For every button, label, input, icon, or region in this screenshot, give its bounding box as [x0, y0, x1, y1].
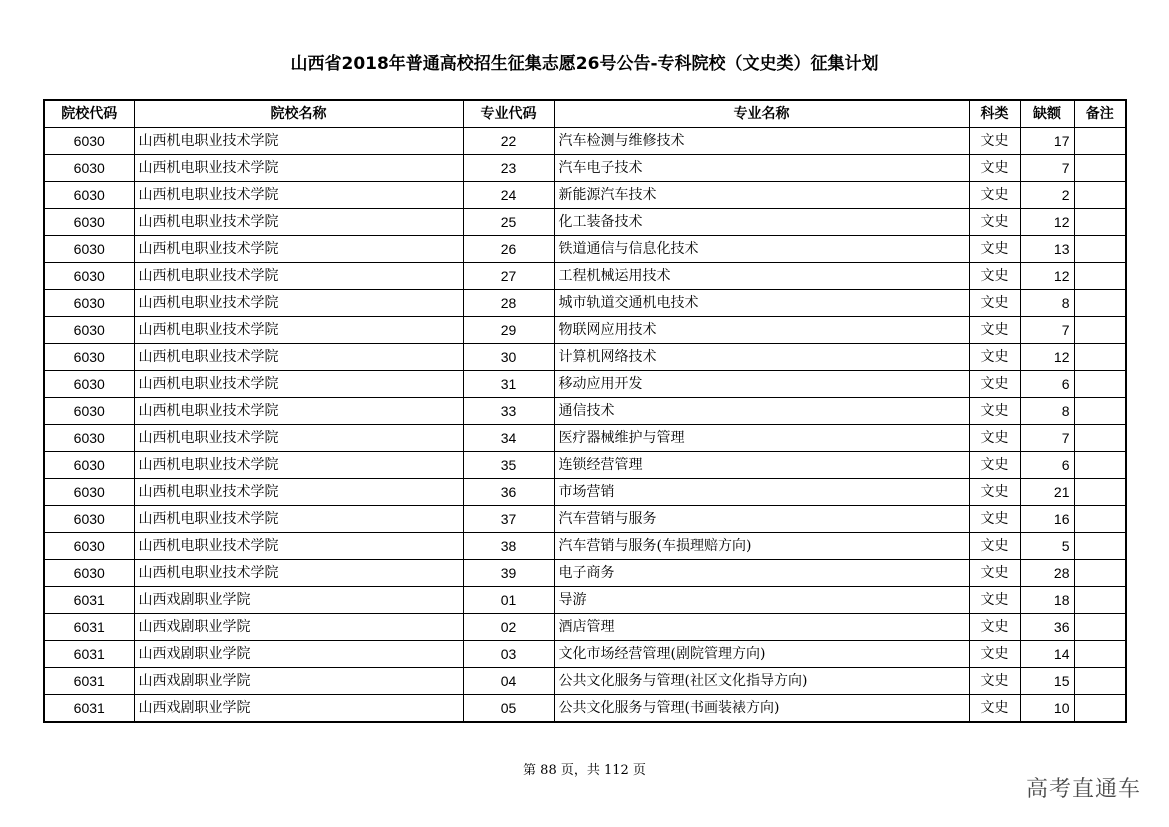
cell-notes: [1074, 371, 1126, 398]
cell-notes: [1074, 452, 1126, 479]
cell-major-code: 05: [463, 695, 554, 723]
cell-school-code: 6031: [44, 587, 134, 614]
cell-category: 文史: [969, 209, 1020, 236]
cell-school-name: 山西机电职业技术学院: [134, 452, 463, 479]
header-category: 科类: [969, 100, 1020, 128]
document-title: 山西省2018年普通高校招生征集志愿26号公告-专科院校（文史类）征集计划: [290, 54, 879, 74]
cell-category: 文史: [969, 668, 1020, 695]
cell-school-name: 山西机电职业技术学院: [134, 533, 463, 560]
cell-vacancies: 12: [1020, 344, 1074, 371]
cell-notes: [1074, 587, 1126, 614]
table-row: [44, 317, 1126, 344]
cell-notes: [1074, 614, 1126, 641]
cell-major-code: 38: [463, 533, 554, 560]
cell-school-code: 6031: [44, 641, 134, 668]
cell-notes: [1074, 263, 1126, 290]
cell-school-name: 山西戏剧职业学院: [134, 614, 463, 641]
cell-notes: [1074, 641, 1126, 668]
cell-major-name: 新能源汽车技术: [554, 182, 969, 209]
cell-school-name: 山西戏剧职业学院: [134, 587, 463, 614]
table-row: [44, 209, 1126, 236]
cell-category: 文史: [969, 425, 1020, 452]
cell-major-name: 汽车电子技术: [554, 155, 969, 182]
cell-school-name: 山西机电职业技术学院: [134, 479, 463, 506]
cell-category: 文史: [969, 398, 1020, 425]
cell-school-name: 山西机电职业技术学院: [134, 317, 463, 344]
cell-category: 文史: [969, 317, 1020, 344]
cell-vacancies: 7: [1020, 425, 1074, 452]
cell-notes: [1074, 236, 1126, 263]
cell-vacancies: 12: [1020, 209, 1074, 236]
cell-major-code: 27: [463, 263, 554, 290]
cell-vacancies: 6: [1020, 452, 1074, 479]
enrollment-plan-table: [43, 99, 1127, 723]
table-row: [44, 290, 1126, 317]
table-row: [44, 641, 1126, 668]
table-row: [44, 479, 1126, 506]
cell-major-name: 化工装备技术: [554, 209, 969, 236]
table-row: [44, 344, 1126, 371]
cell-school-name: 山西机电职业技术学院: [134, 182, 463, 209]
cell-notes: [1074, 209, 1126, 236]
cell-school-name: 山西机电职业技术学院: [134, 371, 463, 398]
cell-major-code: 36: [463, 479, 554, 506]
cell-notes: [1074, 506, 1126, 533]
cell-school-code: 6030: [44, 263, 134, 290]
cell-major-name: 市场营销: [554, 479, 969, 506]
cell-school-name: 山西戏剧职业学院: [134, 668, 463, 695]
cell-major-code: 01: [463, 587, 554, 614]
cell-notes: [1074, 560, 1126, 587]
cell-school-name: 山西机电职业技术学院: [134, 506, 463, 533]
cell-major-code: 22: [463, 128, 554, 155]
header-notes: 备注: [1074, 100, 1126, 128]
table-row: [44, 263, 1126, 290]
cell-category: 文史: [969, 128, 1020, 155]
cell-major-name: 公共文化服务与管理(书画装裱方向): [554, 695, 969, 723]
cell-major-name: 工程机械运用技术: [554, 263, 969, 290]
cell-major-code: 24: [463, 182, 554, 209]
cell-school-code: 6030: [44, 479, 134, 506]
cell-school-name: 山西戏剧职业学院: [134, 695, 463, 723]
cell-notes: [1074, 425, 1126, 452]
cell-vacancies: 6: [1020, 371, 1074, 398]
cell-major-name: 计算机网络技术: [554, 344, 969, 371]
cell-vacancies: 16: [1020, 506, 1074, 533]
cell-category: 文史: [969, 587, 1020, 614]
cell-vacancies: 7: [1020, 317, 1074, 344]
cell-category: 文史: [969, 479, 1020, 506]
cell-school-code: 6030: [44, 128, 134, 155]
cell-school-name: 山西机电职业技术学院: [134, 344, 463, 371]
cell-vacancies: 8: [1020, 290, 1074, 317]
cell-school-name: 山西机电职业技术学院: [134, 263, 463, 290]
cell-school-code: 6031: [44, 695, 134, 723]
cell-major-code: 33: [463, 398, 554, 425]
header-major-code: 专业代码: [463, 100, 554, 128]
table-row: [44, 236, 1126, 263]
cell-school-code: 6031: [44, 668, 134, 695]
cell-category: 文史: [969, 533, 1020, 560]
cell-vacancies: 14: [1020, 641, 1074, 668]
cell-major-name: 通信技术: [554, 398, 969, 425]
cell-notes: [1074, 317, 1126, 344]
cell-vacancies: 2: [1020, 182, 1074, 209]
cell-school-code: 6030: [44, 290, 134, 317]
cell-notes: [1074, 695, 1126, 723]
cell-major-name: 公共文化服务与管理(社区文化指导方向): [554, 668, 969, 695]
cell-school-name: 山西机电职业技术学院: [134, 560, 463, 587]
cell-major-code: 34: [463, 425, 554, 452]
cell-major-code: 37: [463, 506, 554, 533]
table-row: [44, 560, 1126, 587]
cell-vacancies: 18: [1020, 587, 1074, 614]
table-row: [44, 182, 1126, 209]
cell-vacancies: 7: [1020, 155, 1074, 182]
cell-school-name: 山西机电职业技术学院: [134, 209, 463, 236]
cell-school-name: 山西机电职业技术学院: [134, 155, 463, 182]
cell-major-code: 29: [463, 317, 554, 344]
cell-major-code: 35: [463, 452, 554, 479]
cell-school-code: 6030: [44, 236, 134, 263]
cell-school-code: 6030: [44, 209, 134, 236]
cell-school-code: 6030: [44, 560, 134, 587]
table-header-row: [44, 100, 1126, 128]
cell-school-code: 6030: [44, 317, 134, 344]
cell-notes: [1074, 398, 1126, 425]
cell-vacancies: 17: [1020, 128, 1074, 155]
header-school-code: 院校代码: [44, 100, 134, 128]
table-row: [44, 371, 1126, 398]
cell-vacancies: 36: [1020, 614, 1074, 641]
table-row: [44, 668, 1126, 695]
cell-major-name: 文化市场经营管理(剧院管理方向): [554, 641, 969, 668]
cell-school-code: 6030: [44, 425, 134, 452]
cell-major-code: 03: [463, 641, 554, 668]
cell-category: 文史: [969, 695, 1020, 723]
cell-major-code: 30: [463, 344, 554, 371]
cell-school-code: 6030: [44, 371, 134, 398]
table-body: [44, 128, 1126, 723]
cell-notes: [1074, 182, 1126, 209]
cell-major-name: 物联网应用技术: [554, 317, 969, 344]
table-row: [44, 587, 1126, 614]
header-major-name: 专业名称: [554, 100, 969, 128]
table-row: [44, 155, 1126, 182]
cell-vacancies: 12: [1020, 263, 1074, 290]
cell-major-name: 汽车营销与服务(车损理赔方向): [554, 533, 969, 560]
cell-school-name: 山西机电职业技术学院: [134, 425, 463, 452]
cell-major-name: 汽车营销与服务: [554, 506, 969, 533]
cell-major-code: 23: [463, 155, 554, 182]
cell-major-name: 电子商务: [554, 560, 969, 587]
cell-school-code: 6030: [44, 344, 134, 371]
cell-notes: [1074, 155, 1126, 182]
header-school-name: 院校名称: [134, 100, 463, 128]
cell-notes: [1074, 668, 1126, 695]
cell-category: 文史: [969, 560, 1020, 587]
cell-vacancies: 15: [1020, 668, 1074, 695]
cell-major-name: 移动应用开发: [554, 371, 969, 398]
cell-school-code: 6030: [44, 182, 134, 209]
cell-category: 文史: [969, 614, 1020, 641]
cell-school-name: 山西机电职业技术学院: [134, 236, 463, 263]
cell-category: 文史: [969, 371, 1020, 398]
cell-vacancies: 13: [1020, 236, 1074, 263]
cell-major-name: 汽车检测与维修技术: [554, 128, 969, 155]
cell-notes: [1074, 128, 1126, 155]
cell-notes: [1074, 344, 1126, 371]
cell-category: 文史: [969, 344, 1020, 371]
cell-vacancies: 21: [1020, 479, 1074, 506]
cell-notes: [1074, 533, 1126, 560]
table-row: [44, 452, 1126, 479]
cell-school-name: 山西机电职业技术学院: [134, 290, 463, 317]
table-row: [44, 506, 1126, 533]
cell-major-code: 39: [463, 560, 554, 587]
cell-school-code: 6030: [44, 506, 134, 533]
cell-major-name: 城市轨道交通机电技术: [554, 290, 969, 317]
cell-category: 文史: [969, 452, 1020, 479]
cell-category: 文史: [969, 641, 1020, 668]
cell-major-code: 04: [463, 668, 554, 695]
cell-major-code: 25: [463, 209, 554, 236]
table-row: [44, 695, 1126, 723]
cell-major-name: 导游: [554, 587, 969, 614]
table-row: [44, 128, 1126, 155]
cell-major-name: 医疗器械维护与管理: [554, 425, 969, 452]
cell-category: 文史: [969, 290, 1020, 317]
cell-major-code: 26: [463, 236, 554, 263]
table-row: [44, 614, 1126, 641]
cell-major-code: 02: [463, 614, 554, 641]
cell-category: 文史: [969, 506, 1020, 533]
cell-school-name: 山西机电职业技术学院: [134, 128, 463, 155]
table-row: [44, 533, 1126, 560]
cell-notes: [1074, 290, 1126, 317]
page-footer: 第 88 页，共 112 页: [523, 763, 646, 778]
cell-major-name: 酒店管理: [554, 614, 969, 641]
cell-major-code: 28: [463, 290, 554, 317]
cell-vacancies: 8: [1020, 398, 1074, 425]
watermark: 高考直通车: [1025, 777, 1141, 802]
cell-category: 文史: [969, 236, 1020, 263]
cell-major-name: 连锁经营管理: [554, 452, 969, 479]
cell-school-name: 山西戏剧职业学院: [134, 641, 463, 668]
table-row: [44, 425, 1126, 452]
cell-category: 文史: [969, 155, 1020, 182]
cell-school-code: 6031: [44, 614, 134, 641]
cell-school-code: 6030: [44, 533, 134, 560]
cell-vacancies: 10: [1020, 695, 1074, 723]
cell-school-code: 6030: [44, 452, 134, 479]
table-row: [44, 398, 1126, 425]
cell-category: 文史: [969, 182, 1020, 209]
cell-major-code: 31: [463, 371, 554, 398]
cell-school-code: 6030: [44, 398, 134, 425]
cell-vacancies: 5: [1020, 533, 1074, 560]
cell-notes: [1074, 479, 1126, 506]
cell-school-code: 6030: [44, 155, 134, 182]
cell-vacancies: 28: [1020, 560, 1074, 587]
cell-category: 文史: [969, 263, 1020, 290]
cell-school-name: 山西机电职业技术学院: [134, 398, 463, 425]
header-vacancies: 缺额: [1020, 100, 1074, 128]
cell-major-name: 铁道通信与信息化技术: [554, 236, 969, 263]
